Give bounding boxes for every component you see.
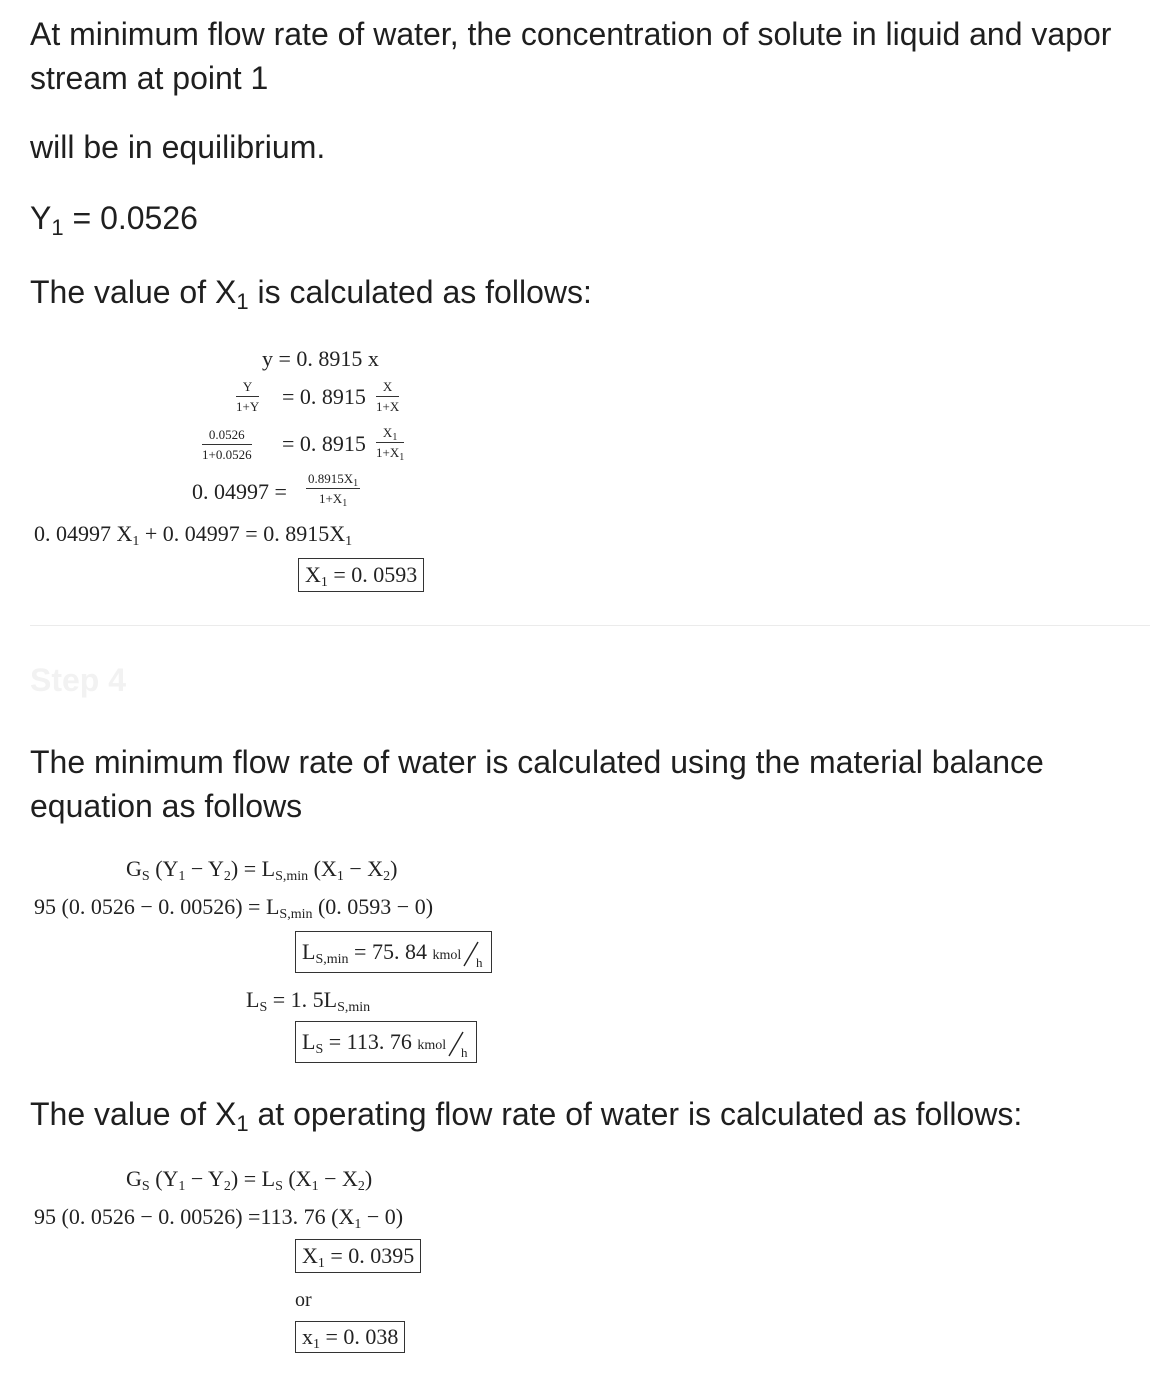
unit-denominator: h	[461, 1045, 468, 1059]
y1-equation: $Y_1 = 0.0526$	[30, 200, 198, 240]
or-label: or	[295, 1289, 312, 1311]
result-box-ls: $L_S = 113$. 76 kmol h	[295, 1021, 477, 1063]
operating-x1-intro: The value of $X_1$ at operating flow rate of water is calculated as follows:	[30, 1096, 1023, 1136]
per-hour-unit-icon	[461, 939, 485, 969]
material-balance-general: $G_S$ $(Y_1 - Y_2) = L_{S,min}$ $(X_1 - X_2)$	[126, 856, 398, 884]
section-divider	[30, 625, 1150, 626]
per-hour-unit-icon	[446, 1029, 470, 1059]
equilibrium-sentence: will be in equilibrium.	[30, 129, 326, 165]
unit-denominator: h	[476, 955, 483, 969]
result-box-ls-min: $L_{S,min} = 75$. 84 kmol h	[295, 931, 492, 973]
result-box-x1: $X_1 = 0$. 0593	[298, 558, 424, 592]
material-balance-values: 95 (0. 0526 − 0. $00526) = L_{S,min}$ (0. 0593 − 0)	[34, 894, 434, 922]
equals-coefficient-2: = 0. 8915	[282, 431, 366, 456]
x1-intro: The value of $X_1$ is calculated as follows:	[30, 274, 592, 314]
linear-equation: 0. 04997 $X_1 + 0$. 04997 = 0. $8915X_1$	[34, 521, 353, 549]
fraction-y: $\frac{Y}{1+Y}$	[236, 379, 260, 414]
operating-balance-values: 95 (0. 0526 − 0. 00526) =113. 76 $(X_1 - 0)$	[34, 1204, 404, 1232]
result-box-x1-mole-fraction: $x_1 = 0$. 038	[295, 1321, 405, 1353]
fraction-x1: $\frac{X_1}{1+X_1}$	[376, 425, 405, 463]
result-box-x1-operating: $X_1 = 0$. 0395	[295, 1239, 421, 1273]
fraction-simplified: $\frac{0.8915X_1}{1+X_1}$	[308, 471, 359, 509]
operating-balance-general: $G_S$ $(Y_1 - Y_2) = L_S$ $(X_1 - X_2)$	[126, 1166, 373, 1194]
simplified-left: 0. 04997 =	[192, 479, 287, 504]
step-label: Step 4	[30, 662, 127, 698]
fraction-x: $\frac{X}{1+X}$	[376, 379, 400, 414]
intro-paragraph: At minimum flow rate of water, the concentration of solute in liquid and vapor stream at point 1	[30, 16, 1112, 96]
operating-flow-equation: $L_S = 1$. $5L_{S,min}$	[246, 987, 371, 1015]
equilibrium-line: y = 0. 8915 x	[262, 346, 379, 371]
fraction-y-value: $\frac{0.0526}{1+0.0526}$	[202, 427, 252, 462]
equals-coefficient: = 0. 8915	[282, 384, 366, 409]
min-flow-intro: The minimum flow rate of water is calculated using the material balance equation as follows	[30, 744, 1044, 824]
